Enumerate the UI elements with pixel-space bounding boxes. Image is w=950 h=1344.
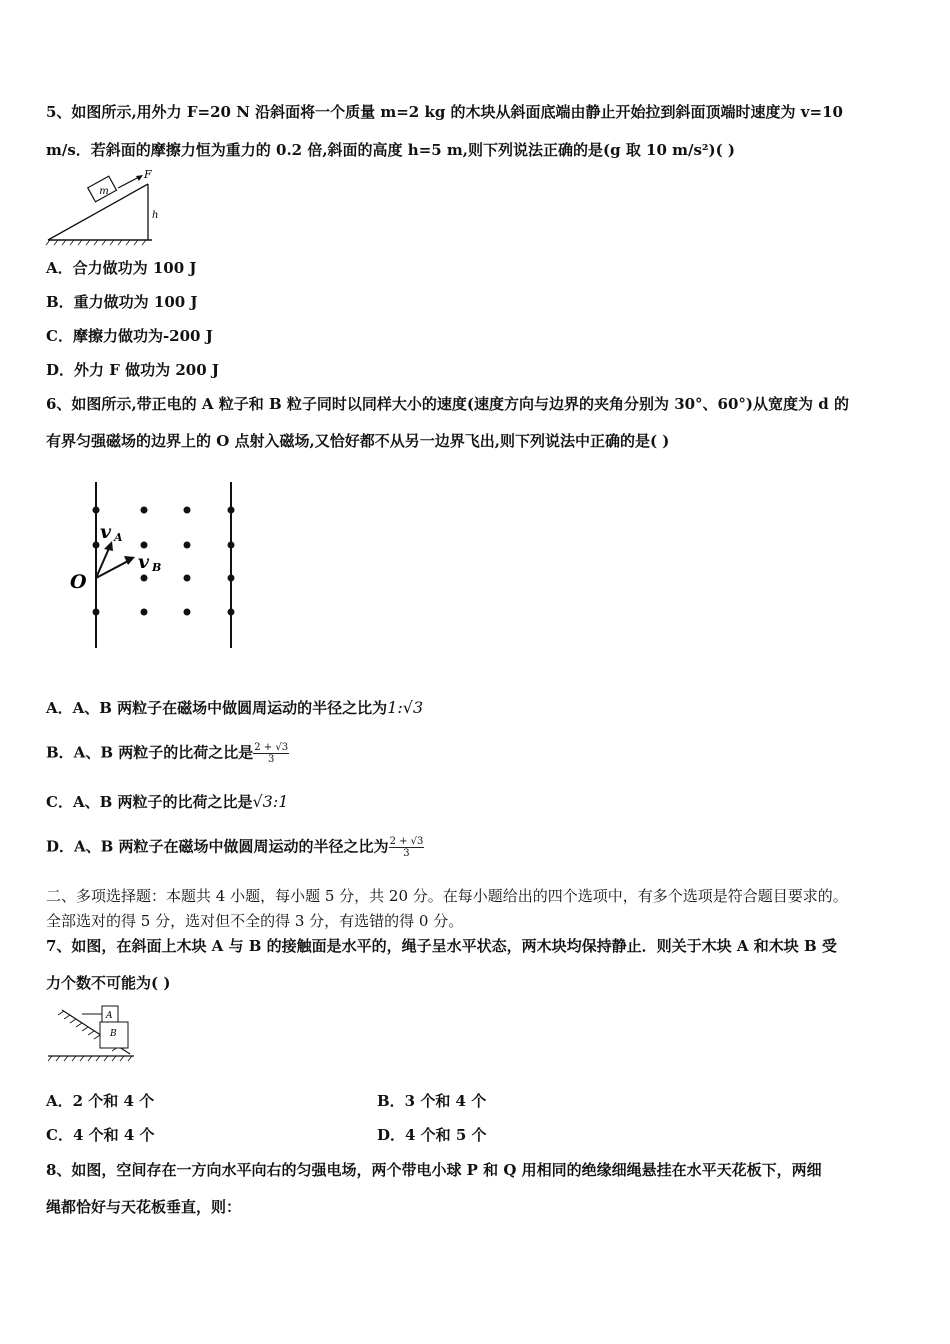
q6-option-d bbox=[46, 836, 424, 859]
q6-option-d-text: D．A、B 两粒子在磁场中做圆周运动的半径之比为 bbox=[46, 837, 389, 856]
q6-option-a bbox=[46, 698, 423, 718]
q5-incline-figure bbox=[44, 168, 164, 248]
q5-fig-label-h: h bbox=[152, 210, 159, 221]
q6-option-c-math: √3:1 bbox=[252, 792, 289, 811]
q6-fig-label-vA: v bbox=[100, 521, 112, 543]
q6-fig-label-O: O bbox=[70, 571, 87, 593]
q6-option-b bbox=[46, 742, 289, 765]
q6-option-b-fraction bbox=[253, 742, 289, 765]
q6-option-c-text: C．A、B 两粒子的比荷之比是 bbox=[46, 793, 253, 811]
q7-fig-label-A: A bbox=[106, 1011, 113, 1021]
q5-option-a: A．合力做功为 100 J bbox=[46, 259, 197, 277]
q6-fig-label-vB-sub: B bbox=[152, 561, 162, 574]
q6-stem-line1: 6、如图所示,带正电的 A 粒子和 B 粒子同时以同样大小的速度(速度方向与边界的夹角分别为 30°、60°)从宽度为 d 的 bbox=[46, 395, 849, 413]
q5-option-c: C．摩擦力做功为-200 J bbox=[46, 327, 213, 345]
q6-fig-label-vA-sub: A bbox=[114, 531, 123, 544]
q5-fig-label-F: F bbox=[144, 168, 152, 181]
q5-stem-line1: 5、如图所示,用外力 F=20 N 沿斜面将一个质量 m=2 kg 的木块从斜面底端由静止开始拉到斜面顶端时速度为 v=10 bbox=[46, 103, 843, 121]
q6-magnetic-field-figure bbox=[66, 478, 246, 653]
q6-option-d-denominator: 3 bbox=[403, 848, 410, 859]
q6-option-b-numerator: 2 + √3 bbox=[254, 742, 289, 753]
q6-stem-line2: 有界匀强磁场的边界上的 O 点射入磁场,又恰好都不从另一边界飞出,则下列说法中正确的是( ) bbox=[46, 432, 670, 450]
q6-option-b-text: B．A、B 两粒子的比荷之比是 bbox=[46, 743, 254, 762]
q7-stem-line2: 力个数不可能为( ) bbox=[46, 974, 171, 992]
q6-option-d-fraction bbox=[389, 836, 425, 859]
q5-fig-label-m: m bbox=[99, 186, 109, 197]
q6-fig-label-vB: v bbox=[138, 551, 150, 573]
q5-option-b: B．重力做功为 100 J bbox=[46, 293, 198, 311]
q6-option-a-text: A．A、B 两粒子在磁场中做圆周运动的半径之比为 bbox=[46, 699, 388, 717]
q8-stem-line2: 绳都恰好与天花板垂直，则： bbox=[46, 1198, 242, 1216]
q7-option-a: A．2 个和 4 个 bbox=[46, 1092, 155, 1110]
q7-option-b: B．3 个和 4 个 bbox=[377, 1092, 487, 1110]
q7-option-c: C．4 个和 4 个 bbox=[46, 1126, 155, 1144]
q6-option-a-math: 1:√3 bbox=[387, 698, 424, 717]
q7-blocks-on-incline-figure bbox=[44, 1002, 140, 1064]
q6-option-d-numerator: 2 + √3 bbox=[389, 836, 424, 847]
q5-option-d: D．外力 F 做功为 200 J bbox=[46, 361, 219, 379]
q6-option-c bbox=[46, 792, 288, 812]
q6-option-b-denominator: 3 bbox=[267, 754, 275, 765]
section2-instructions-line2: 全部选对的得 5 分，选对但不全的得 3 分，有选错的得 0 分。 bbox=[46, 912, 464, 930]
q5-stem-line2: m/s．若斜面的摩擦力恒为重力的 0.2 倍,斜面的高度 h=5 m,则下列说法正确的是(g 取 10 m/s²)( ) bbox=[46, 141, 736, 159]
q7-option-d: D．4 个和 5 个 bbox=[377, 1126, 487, 1144]
q8-stem-line1: 8、如图，空间存在一方向水平向右的匀强电场，两个带电小球 P 和 Q 用相同的绝缘细绳悬挂在水平天花板下，两细 bbox=[46, 1161, 822, 1179]
section2-instructions-line1: 二、多项选择题：本题共 4 小题，每小题 5 分，共 20 分。在每小题给出的四个选项中，有多个选项是符合题目要求的。 bbox=[46, 887, 848, 905]
q7-fig-label-B: B bbox=[110, 1029, 117, 1039]
q7-stem-line1: 7、如图，在斜面上木块 A 与 B 的接触面是水平的，绳子呈水平状态，两木块均保持静止．则关于木块 A 和木块 B 受 bbox=[46, 937, 837, 955]
